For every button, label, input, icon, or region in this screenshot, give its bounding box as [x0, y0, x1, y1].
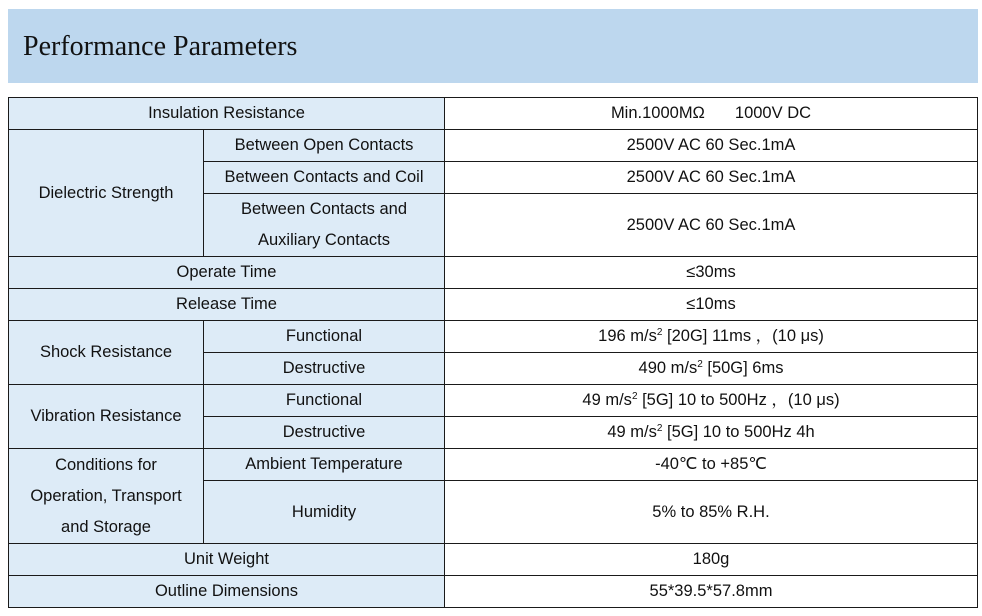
- row-label: Unit Weight: [9, 544, 445, 576]
- performance-parameters-table: [8, 97, 978, 608]
- row-label: Release Time: [9, 289, 445, 321]
- row-sublabel: Humidity: [204, 481, 445, 544]
- table-row: [9, 130, 978, 162]
- row-sublabel: Between Contacts and Auxiliary Contacts: [204, 194, 445, 257]
- row-group-label: Shock Resistance: [9, 321, 204, 385]
- table-row: [9, 98, 978, 130]
- row-value: 490 $m/s^2$ [50G] 6ms: [445, 353, 978, 385]
- table-row: [9, 257, 978, 289]
- row-value: Min.1000MΩ 1000V DC: [445, 98, 978, 130]
- table-row: [9, 289, 978, 321]
- row-value: ≤30ms: [445, 257, 978, 289]
- row-value: 2500V AC 60 Sec.1mA: [445, 162, 978, 194]
- row-group-label: Dielectric Strength: [9, 130, 204, 257]
- row-value: 196 $m/s^2$ [20G] 11ms ，(10 μs): [445, 321, 978, 353]
- row-group-label: Vibration Resistance: [9, 385, 204, 449]
- row-sublabel: Destructive: [204, 353, 445, 385]
- row-value: -40℃ to +85℃: [445, 449, 978, 481]
- row-value: 49 $m/s^2$ [5G] 10 to 500Hz 4h: [445, 417, 978, 449]
- row-sublabel: Between Open Contacts: [204, 130, 445, 162]
- table-row: [9, 385, 978, 417]
- row-sublabel: Functional: [204, 321, 445, 353]
- row-sublabel: Between Contacts and Coil: [204, 162, 445, 194]
- row-value: ≤10ms: [445, 289, 978, 321]
- table-row: [9, 544, 978, 576]
- section-header: [8, 9, 978, 83]
- page-title: Performance Parameters: [23, 31, 298, 62]
- row-group-label: Conditions for Operation, Transport and Storage: [9, 449, 204, 544]
- row-value: 5% to 85% R.H.: [445, 481, 978, 544]
- row-label: Outline Dimensions: [9, 576, 445, 608]
- table-row: [9, 449, 978, 481]
- table-row: [9, 321, 978, 353]
- row-sublabel: Destructive: [204, 417, 445, 449]
- row-value: 55*39.5*57.8mm: [445, 576, 978, 608]
- row-value: 180g: [445, 544, 978, 576]
- row-value: 2500V AC 60 Sec.1mA: [445, 130, 978, 162]
- row-value: 49 $m/s^2$ [5G] 10 to 500Hz ，(10 μs): [445, 385, 978, 417]
- table-row: [9, 576, 978, 608]
- row-sublabel: Ambient Temperature: [204, 449, 445, 481]
- row-label: Insulation Resistance: [9, 98, 445, 130]
- row-label: Operate Time: [9, 257, 445, 289]
- row-sublabel: Functional: [204, 385, 445, 417]
- row-value: 2500V AC 60 Sec.1mA: [445, 194, 978, 257]
